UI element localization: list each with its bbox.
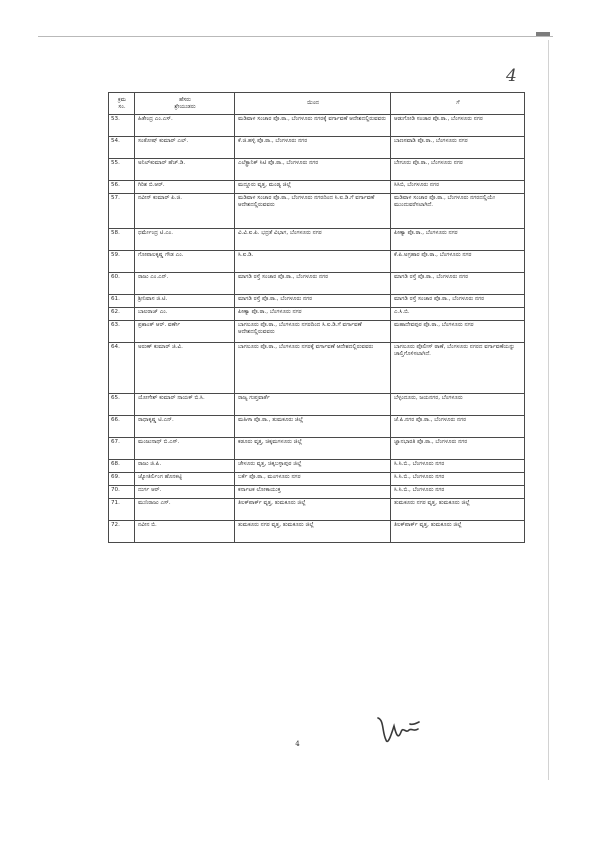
name-cell: ಸಂತೋಷ್ ಕುಮಾರ್ ಎಲ್. — [135, 137, 235, 159]
table-row — [109, 137, 525, 159]
from-cell: ಪೀಣ್ಯಾ ಪೊ.ಠಾ., ಬೆಂಗಳೂರು ನಗರ — [235, 308, 391, 321]
from-cell: ಮಾಗಡಿ ರಸ್ತೆ ಸಂಚಾರ ಪೊ.ಠಾ., ಬೆಂಗಳೂರು ನಗರ — [235, 273, 391, 295]
to-cell: ಜ್ಞಾನಭಾರತಿ ಪೊ.ಠಾ., ಬೆಂಗಳೂರು ನಗರ — [391, 438, 525, 460]
from-cell: ತುಮಕೂರು ನಗರ ವೃತ್ತ, ತುಮಕೂರು ಜಿಲ್ಲೆ — [235, 521, 391, 543]
handwritten-page-number: 4 — [506, 66, 517, 86]
table-row — [109, 229, 525, 251]
to-cell: ಸಿ.ಸಿ.ಬಿ., ಬೆಂಗಳೂರು ನಗರ — [391, 473, 525, 486]
name-cell: ನವೀನ್ ಕುಮಾರ್ ಪಿ.ಜಿ. — [135, 194, 235, 229]
to-cell: ಸಿ.ಸಿ.ಬಿ., ಬೆಂಗಳೂರು ನಗರ — [391, 486, 525, 499]
table-row — [109, 308, 525, 321]
name-cell: ಪ್ರಶಾಂತ್ ಆರ್. ವರ್ಣೇ — [135, 321, 235, 343]
table-row — [109, 343, 525, 394]
table-row — [109, 394, 525, 416]
serial-number-cell: 71. — [109, 499, 135, 521]
serial-number-cell: 55. — [109, 159, 135, 181]
table-row — [109, 473, 525, 486]
header-from: ಯಿಂದ — [235, 93, 391, 115]
to-cell: ಬಾಣಸವಾಡಿ ಪೊ.ಠಾ., ಬೆಂಗಳೂರು ನಗರ — [391, 137, 525, 159]
header-to: ಗೆ — [391, 93, 525, 115]
name-cell: ನವೀನ ಬಿ. — [135, 521, 235, 543]
scan-edge-top — [38, 36, 553, 37]
from-cell: ಸಿ.ಐ.ಡಿ. — [235, 251, 391, 273]
from-cell: ತಿಲಕ್‌ಪಾರ್ಕ್ ವೃತ್ತ, ತುಮಕೂರು ಜಿಲ್ಲೆ — [235, 499, 391, 521]
from-cell: ಮಾಗಡಿ ರಸ್ತೆ ಪೊ.ಠಾ., ಬೆಂಗಳೂರು ನಗರ — [235, 295, 391, 308]
serial-number-cell: 68. — [109, 460, 135, 473]
transfer-table — [108, 92, 525, 543]
to-cell: ತುಮಕೂರು ನಗರ ವೃತ್ತ, ತುಮಕೂರು ಜಿಲ್ಲೆ — [391, 499, 525, 521]
table-row — [109, 194, 525, 229]
name-cell: ಧರ್ಮೇಂದ್ರ ಟಿ.ಎಂ. — [135, 229, 235, 251]
table-row — [109, 486, 525, 499]
table-row — [109, 273, 525, 295]
table-row — [109, 438, 525, 460]
serial-number-cell: 53. — [109, 115, 135, 137]
serial-number-cell: 57. — [109, 194, 135, 229]
header-name: ಹೆಸರು ಶ್ರೇಯುಡರು — [135, 93, 235, 115]
from-cell: ಮಹಿಳಾ ಪೊ.ಠಾ., ತುಮಕೂರು ಜಿಲ್ಲೆ — [235, 416, 391, 438]
to-cell: ಬಾಗಲೂರು ಪೊಲೀಸ್ ಠಾಣೆ, ಬೆಂಗಳೂರು ನಗರದ ವರ್ಗಾವಣೆಯನ್ನು ಚಾಲ್ತಿಗೊಳಿಸಲಾಗಿದೆ. — [391, 343, 525, 394]
to-cell: ಸಿಸಿಬಿ, ಬೆಂಗಳೂರು ನಗರ — [391, 181, 525, 194]
to-cell: ಮಾಗಡಿ ರಸ್ತೆ ಸಂಚಾರ ಪೊ.ಠಾ., ಬೆಂಗಳೂರು ನಗರ — [391, 295, 525, 308]
serial-number-cell: 59. — [109, 251, 135, 273]
signature-mark — [374, 710, 426, 750]
from-cell: ಕೆ.ಜಿ.ಹಳ್ಳಿ ಪೊ.ಠಾ., ಬೆಂಗಳೂರು ನಗರ — [235, 137, 391, 159]
table-body — [109, 115, 525, 543]
to-cell: ಎ.ಸಿ.ಬಿ. — [391, 308, 525, 321]
to-cell: ಜೆ.ಪಿ.ನಗರ ಪೊ.ಠಾ., ಬೆಂಗಳೂರು ನಗರ — [391, 416, 525, 438]
from-cell: ಮಡಿವಾಳ ಸಂಚಾರ ಪೊ.ಠಾ., ಬೆಂಗಳೂರು ನಗರದಿಂದ ಸಿ.ಐ.ಡಿ.ಗೆ ವರ್ಗಾವಣೆ ಆದೇಶದಲ್ಲಿರುವವರು — [235, 194, 391, 229]
name-cell: ರಾಜು ಎಂ.ಎನ್. — [135, 273, 235, 295]
table-row — [109, 521, 525, 543]
serial-number-cell: 70. — [109, 486, 135, 499]
serial-number-cell: 61. — [109, 295, 135, 308]
name-cell: ದುರ್ಗ ಆರ್. — [135, 486, 235, 499]
to-cell: ಮಡಿವಾಳ ಸಂಚಾರ ಪೊ.ಠಾ., ಬೆಂಗಳೂರು ನಗರದಲ್ಲಿಯೇ ಮುಂದುವರೆಸಲಾಗಿದೆ. — [391, 194, 525, 229]
serial-number-cell: 60. — [109, 273, 135, 295]
from-cell: ಕಡೂರು ವೃತ್ತ, ಚಿಕ್ಕಮಗಳೂರು ಜಿಲ್ಲೆ — [235, 438, 391, 460]
to-cell: ಬೆಳ್ಳಂದೂರು, ಜಯನಗರ, ಬೆಂಗಳೂರು — [391, 394, 525, 416]
table-row — [109, 460, 525, 473]
name-cell: ಯೋಗೇಶ್ ಕುಮಾರ್ ನಾಯಕ್ ಬಿ.ಸಿ. — [135, 394, 235, 416]
name-cell: ಜ್ಯೋತಿರ್ಲಿಂಗ ಹೊನಕಟ್ಟಿ — [135, 473, 235, 486]
to-cell: ತಿಲಕ್‌ಪಾರ್ಕ್ ವೃತ್ತ, ತುಮಕೂರು ಜಿಲ್ಲೆ — [391, 521, 525, 543]
from-cell: ಎಲೆಕ್ಟ್ರಾನಿಕ್ ಸಿಟಿ ಪೊ.ಠಾ., ಬೆಂಗಳೂರು ನಗರ — [235, 159, 391, 181]
serial-number-cell: 63. — [109, 321, 135, 343]
name-cell: ಹಿತೇಂದ್ರ ಎಂ.ಎಸ್. — [135, 115, 235, 137]
to-cell: ಸಿ.ಸಿ.ಬಿ., ಬೆಂಗಳೂರು ನಗರ — [391, 460, 525, 473]
from-cell: ಬಾಗಲೂರು ಪೊ.ಠಾ., ಬೆಂಗಳೂರು ನಗರದಿಂದ ಸಿ.ಐ.ಡಿ.ಗೆ ವರ್ಗಾವಣೆ ಆದೇಶದಲ್ಲಿರುವವರು — [235, 321, 391, 343]
name-cell: ಮುನಿರಾಜು ಎಸ್. — [135, 499, 235, 521]
from-cell: ಬರ್ಕೆ ಪೊ.ಠಾ., ಮಂಗಳೂರು ನಗರ — [235, 473, 391, 486]
serial-number-cell: 54. — [109, 137, 135, 159]
serial-number-cell: 67. — [109, 438, 135, 460]
serial-number-cell: 58. — [109, 229, 135, 251]
to-cell: ಮಾಗಡಿ ರಸ್ತೆ ಪೊ.ಠಾ., ಬೆಂಗಳೂರು ನಗರ — [391, 273, 525, 295]
from-cell: ಮದ್ದೂರು ವೃತ್ತ, ಮಂಡ್ಯ ಜಿಲ್ಲೆ — [235, 181, 391, 194]
name-cell: ಬಾಲರಾಜ್ ಎಂ. — [135, 308, 235, 321]
from-cell: ಚೇಳೂರು ವೃತ್ತ, ಚಿಕ್ಕಬಳ್ಳಾಪುರ ಜಿಲ್ಲೆ — [235, 460, 391, 473]
table-row — [109, 159, 525, 181]
to-cell: ಪೀಣ್ಯಾ ಪೊ.ಠಾ., ಬೆಂಗಳೂರು ನಗರ — [391, 229, 525, 251]
to-cell: ಆಡುಗೋಡಿ ಸಂಚಾರ ಪೊ.ಠಾ., ಬೆಂಗಳೂರು ನಗರ — [391, 115, 525, 137]
table-row — [109, 295, 525, 308]
footer-page-number: 4 — [295, 740, 300, 748]
table-row — [109, 181, 525, 194]
table-row — [109, 251, 525, 273]
from-cell: ವಿ.ವಿ.ಐ.ಪಿ. ಭದ್ರತೆ ವಿಭಾಗ, ಬೆಂಗಳೂರು ನಗರ — [235, 229, 391, 251]
name-cell: ಗಿರಿಶ ಬಿ.ಆರ್. — [135, 181, 235, 194]
to-cell: ಮಹಾದೇವಪುರ ಪೊ.ಠಾ., ಬೆಂಗಳೂರು ನಗರ — [391, 321, 525, 343]
from-cell: ರಾಜ್ಯ ಗುಪ್ತವಾರ್ತೆ — [235, 394, 391, 416]
from-cell: ಮಡಿವಾಳ ಸಂಚಾರ ಪೊ.ಠಾ., ಬೆಂಗಳೂರು ನಗರಕ್ಕೆ ವರ್ಗಾವಣೆ ಆದೇಶದಲ್ಲಿರುವವರು — [235, 115, 391, 137]
serial-number-cell: 62. — [109, 308, 135, 321]
name-cell: ಮಂಜುನಾಥ್ ಬಿ.ಎಸ್. — [135, 438, 235, 460]
name-cell: ಅನಿಲ್‌ಕುಮಾರ್ ಹೆಚ್.ಡಿ. — [135, 159, 235, 181]
to-cell: ಬೇಗೂರು ಪೊ.ಠಾ., ಬೆಂಗಳೂರು ನಗರ — [391, 159, 525, 181]
from-cell: ಕರ್ನಾಟಕ ಲೋಕಾಯುಕ್ತ — [235, 486, 391, 499]
name-cell: ಶ್ರೀನಿವಾಸ ಜಿ.ಟಿ. — [135, 295, 235, 308]
table-row — [109, 499, 525, 521]
name-cell: ರಾಧಾಕೃಷ್ಣ ಟಿ.ಎನ್. — [135, 416, 235, 438]
table-row — [109, 321, 525, 343]
scan-edge-right — [548, 40, 549, 780]
table-header-row — [109, 93, 525, 115]
serial-number-cell: 69. — [109, 473, 135, 486]
serial-number-cell: 66. — [109, 416, 135, 438]
serial-number-cell: 72. — [109, 521, 135, 543]
serial-number-cell: 65. — [109, 394, 135, 416]
serial-number-cell: 64. — [109, 343, 135, 394]
scan-corner-mark — [536, 32, 550, 36]
table-row — [109, 416, 525, 438]
to-cell: ಕೆ.ಪಿ.ಅಗ್ರಹಾರ ಪೊ.ಠಾ., ಬೆಂಗಳೂರು ನಗರ — [391, 251, 525, 273]
name-cell: ರಾಜು ಜಿ.ಪಿ. — [135, 460, 235, 473]
serial-number-cell: 56. — [109, 181, 135, 194]
from-cell: ಬಾಗಲೂರು ಪೊ.ಠಾ., ಬೆಂಗಳೂರು ನಗರಕ್ಕೆ ವರ್ಗಾವಣೆ ಆದೇಶದಲ್ಲಿರುವವರು — [235, 343, 391, 394]
table-row — [109, 115, 525, 137]
name-cell: ಅರುಣ್ ಕುಮಾರ್ ಜಿ.ವಿ. — [135, 343, 235, 394]
header-serial-number: ಕ್ರಮ ಸಂ. — [109, 93, 135, 115]
name-cell: ಗೋಪಾಲಕೃಷ್ಣ ಗೌಡ ಎಂ. — [135, 251, 235, 273]
